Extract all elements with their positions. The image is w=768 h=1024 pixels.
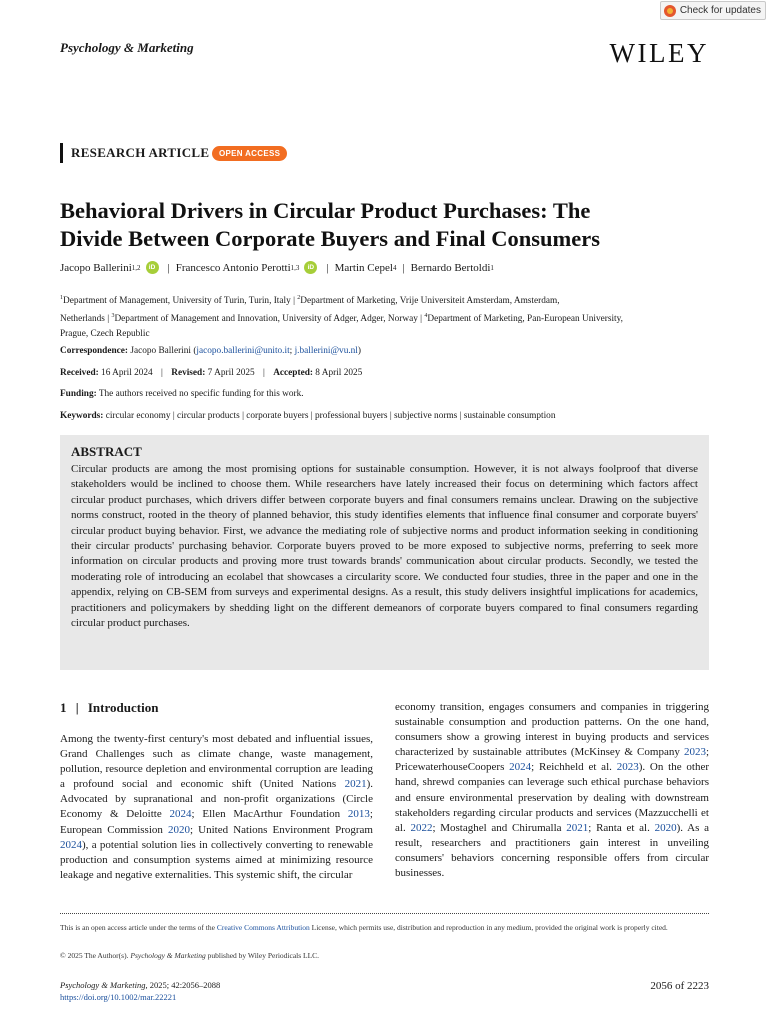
email-link[interactable]: j.ballerini@vu.nl — [294, 346, 358, 356]
correspondence — [60, 346, 361, 356]
affiliation-3: Department of Management and Innovation, University of Adger, Adger, Norway — [114, 314, 418, 325]
correspondence-name: Jacopo Ballerini ( — [130, 346, 197, 356]
affil-separator: | — [107, 314, 110, 325]
author-separator: | — [167, 261, 170, 274]
email-separator: ; — [289, 346, 295, 356]
section-divider: | — [75, 700, 79, 715]
open-access-badge: OPEN ACCESS — [212, 146, 287, 161]
orcid-icon[interactable]: iD — [304, 261, 317, 274]
affiliation-2-country: Netherlands — [60, 314, 105, 325]
affil-sup: 3 — [111, 313, 115, 320]
citation-link[interactable]: 2023 — [683, 746, 706, 759]
title-line-1: Behavioral Drivers in Circular Product Purchases: The — [60, 198, 591, 223]
license-text: This is an open access article under the terms of the — [60, 923, 217, 932]
revised-label: Revised: — [171, 368, 206, 378]
intro-paragraph: Among the twenty-first century's most debated and influential issues, Grand Challenges such as climate change, waste management, pollution, resource depletion and environmental corruption are leading a profound social and economic shift (United Nations 2021). Advocated by supranational and non-profit organizations (Circle Economy & Deloitte 2024; Ellen MacArthur Foundation 2013; European Commission 2020; United Nations Environment Program 2024), a potential solution lies in collectively converting to renewable production and consumption systems aimed at minimizing resource leakage and negative externalities. This systemic shift, the circular — [60, 733, 373, 881]
page-number: 2056 of 2223 — [650, 980, 709, 992]
abstract-heading: ABSTRACT — [71, 444, 142, 459]
citation-link[interactable]: 2013 — [347, 808, 370, 821]
intro-paragraph: economy transition, engages consumers and companies in triggering sustainable consumption and production patterns. On the one hand, consumers show a growing interest in buying products and services characterized by sustainable attributes (McKinsey & Company 2023; PricewaterhouseCoopers 2024; Reichheld et al. 2023). On the other hand, shrewd companies can leverage such ethical purchase behaviors and ensure environmental preservation by dealing with downstream stakeholders regarding circular products and services (Mazzucchelli et al. 2022; Mostaghel and Chirumalla 2021; Ranta et al. 2020). As a result, researchers and practitioners gain interest in unveiling consumers' behaviors concerning responsible offers from circular businesses. — [395, 701, 710, 880]
affiliation-4: Department of Marketing, Pan-European University, — [427, 314, 623, 325]
affil-separator: | — [420, 314, 423, 325]
author-name[interactable]: Martin Cepel — [334, 261, 393, 274]
affil-separator: | — [293, 296, 295, 307]
license-link[interactable]: Creative Commons Attribution — [216, 923, 310, 932]
accepted-label: Accepted: — [273, 368, 313, 378]
article-type: RESEARCH ARTICLE — [71, 145, 210, 160]
accepted-date: 8 April 2025 — [315, 368, 363, 378]
footnote-divider — [60, 913, 709, 914]
article-dates — [60, 368, 362, 378]
footer-journal: Psychology & Marketing — [60, 980, 146, 990]
citation-link[interactable]: 2024 — [169, 808, 192, 821]
orcid-icon[interactable]: iD — [146, 261, 159, 274]
copyright-text: © 2025 The Author(s). — [60, 951, 131, 960]
keywords-label: Keywords: — [60, 411, 104, 421]
affiliation-2: Department of Marketing, Vrije Universiteit Amsterdam, Amsterdam, — [300, 296, 560, 307]
affiliation-1: Department of Management, University of Turin, Turin, Italy — [63, 296, 291, 307]
author-list — [60, 261, 494, 274]
intro-column-right — [395, 700, 709, 881]
affiliation-4-city: Prague, Czech Republic — [60, 329, 150, 340]
received-date: 16 April 2024 — [101, 368, 153, 378]
citation-link[interactable]: 2020 — [168, 823, 190, 836]
section-title: Introduction — [87, 700, 159, 715]
title-line-2: Divide Between Corporate Buyers and Final Consumers — [60, 226, 600, 251]
abstract-text: Circular products are among the most promising options for sustainable consumption. However, it is not always foolproof that diverse stakeholders would be inclined to choose them. While researchers have lately increased their focus on determining which factors affect circular product purchases, which drivers differ between corporate buyers and final consumers remains unclear. Drawing on the subjective norms construct, rooted in the theory of planned behavior, this study identifies elements that influence final consumer and corporate buyers' circular product buying behavior. First, we advance the mediating role of subjective norms and product information seeking in conditioning their circular products' purchasing behavior. Corporate buyers proved to be more exposed to subjective norms, preferring to seek more information on circular products and proving more trust towards brands' communication about circular products. Secondly, we tested the moderating role of introducing an ecolabel that showcases a circularity score. We conducted four studies, three in the paper and one in the appendix, relying on CB-SEM from surveys and experimental designs. As a result, this study delivers insightful implications for academics, practitioners and policymakers by shedding light on the different demeanors of corporate buyers compared to final consumers regarding circular product purchases. — [71, 463, 698, 630]
citation-link[interactable]: 2022 — [410, 821, 433, 834]
crossmark-icon — [664, 5, 676, 17]
article-type-bar — [60, 143, 63, 163]
author-name[interactable]: Bernardo Bertoldi — [410, 261, 491, 274]
publisher-logo: WILEY — [609, 38, 709, 68]
author-affil-sup: 1,3 — [290, 263, 300, 272]
check-for-updates-button[interactable] — [660, 1, 766, 20]
funding-label: Funding: — [60, 389, 97, 399]
citation-link[interactable]: 2024 — [509, 761, 532, 774]
footer-volume: , 2025; 42:2056–2088 — [145, 980, 221, 990]
affiliations — [60, 291, 712, 342]
funding — [60, 389, 304, 399]
footer-citation — [60, 980, 220, 990]
date-separator: | — [263, 368, 265, 378]
citation-link[interactable]: 2024 — [60, 838, 82, 851]
intro-column-left — [60, 732, 373, 883]
citation-link[interactable]: 2021 — [344, 778, 367, 791]
citation-link[interactable]: 2021 — [566, 821, 589, 834]
keywords-text: circular economy | circular products | corporate buyers | professional buyers | subjective norms | sustainable consumption — [105, 411, 556, 421]
date-separator: | — [161, 368, 163, 378]
section-heading — [60, 700, 158, 716]
funding-text: The authors received no specific funding for this work. — [98, 389, 304, 399]
citation-link[interactable]: 2020 — [654, 821, 677, 834]
copyright-note — [60, 951, 319, 960]
author-name[interactable]: Francesco Antonio Perotti — [175, 261, 291, 274]
abstract-box — [60, 435, 709, 670]
affil-sup: 1 — [60, 295, 63, 301]
copyright-text: published by Wiley Periodicals LLC. — [205, 951, 320, 960]
article-title — [60, 197, 720, 253]
author-separator: | — [326, 261, 329, 274]
affil-sup: 4 — [424, 313, 428, 320]
license-note — [60, 922, 712, 934]
journal-name: Psychology & Marketing — [60, 40, 194, 55]
author-separator: | — [402, 261, 405, 274]
check-for-updates-label: Check for updates — [679, 5, 761, 16]
email-link[interactable]: jacopo.ballerini@unito.it — [196, 346, 290, 356]
citation-link[interactable]: 2023 — [616, 761, 639, 774]
keywords — [60, 411, 555, 421]
affil-sup: 2 — [297, 295, 301, 301]
copyright-journal: Psychology & Marketing — [130, 951, 206, 960]
correspondence-close: ) — [357, 346, 362, 356]
received-label: Received: — [60, 368, 99, 378]
revised-date: 7 April 2025 — [207, 368, 255, 378]
author-affil-sup: 1,2 — [131, 263, 141, 272]
license-text: License, which permits use, distribution and reproduction in any medium, provided the original work is properly cited. — [309, 923, 668, 932]
author-name[interactable]: Jacopo Ballerini — [60, 261, 132, 274]
author-affil-sup: 4 — [392, 263, 397, 272]
author-affil-sup: 1 — [490, 263, 494, 272]
doi-link[interactable]: https://doi.org/10.1002/mar.22221 — [60, 992, 177, 1002]
section-number: 1 — [60, 700, 67, 715]
correspondence-label: Correspondence: — [60, 346, 128, 356]
